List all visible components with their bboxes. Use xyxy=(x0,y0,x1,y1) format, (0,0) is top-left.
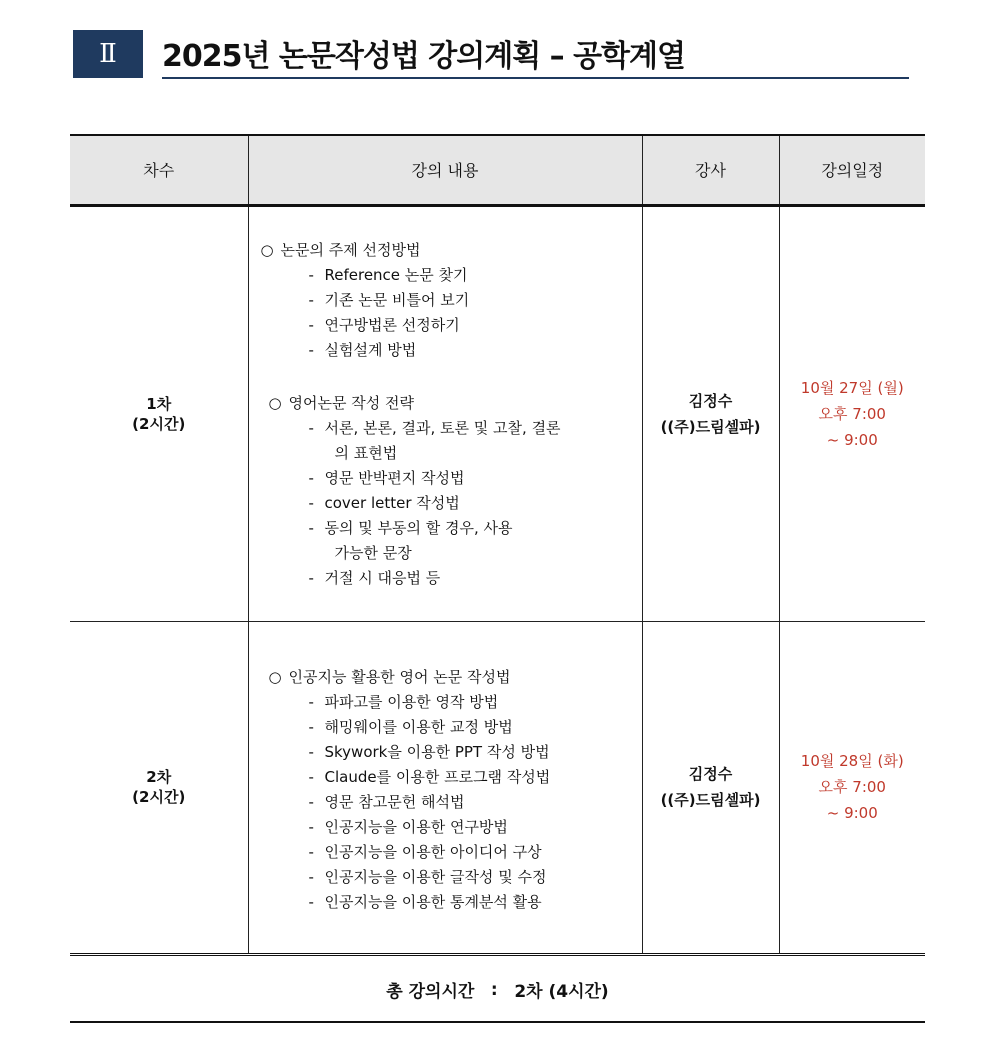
session-number: 2차 xyxy=(146,768,172,786)
dash-icon: - xyxy=(308,418,314,437)
dash-icon: - xyxy=(308,568,314,587)
dash-icon: - xyxy=(308,742,314,761)
list-item: - 실험설계 방법 xyxy=(261,338,642,363)
content-cell xyxy=(248,205,642,621)
schedule-end: ~ 9:00 xyxy=(826,430,878,449)
dash-icon: - xyxy=(308,290,314,309)
dash-icon: - xyxy=(308,493,314,512)
dash-icon: - xyxy=(308,692,314,711)
dash-icon: - xyxy=(308,717,314,736)
list-item: - Claude를 이용한 프로그램 작성법 xyxy=(261,765,642,790)
list-item: - Reference 논문 찾기 xyxy=(261,263,642,288)
section-numeral: Ⅱ xyxy=(99,39,117,69)
table-row xyxy=(70,205,925,621)
total-separator: : xyxy=(490,979,498,1000)
column-header-content: 강의 내용 xyxy=(248,135,642,205)
list-item: - 인공지능을 이용한 아이디어 구상 xyxy=(261,840,642,865)
schedule-start: 오후 7:00 xyxy=(818,778,886,796)
list-item: - 인공지능을 이용한 글작성 및 수정 xyxy=(261,865,642,890)
content-group-title: ○ 영어논문 작성 전략 xyxy=(261,390,642,416)
dash-icon: - xyxy=(308,265,314,284)
list-item: - 서론, 본론, 결과, 토론 및 고찰, 결론 xyxy=(261,416,642,441)
total-label: 총 강의시간 xyxy=(386,982,475,1002)
dash-icon: - xyxy=(308,892,314,911)
dash-icon: - xyxy=(308,518,314,537)
circle-bullet-icon: ○ xyxy=(260,240,274,259)
page-title: 2025년 논문작성법 강의계획 – 공학계열 xyxy=(162,39,685,74)
schedule-date: 10월 28일 (화) xyxy=(800,752,904,770)
table-header-row xyxy=(70,135,925,205)
column-header-session: 차수 xyxy=(70,135,248,205)
dash-icon: - xyxy=(308,867,314,886)
list-item-continuation: 의 표현법 xyxy=(334,443,398,462)
list-item-continuation: 가능한 문장 xyxy=(334,543,412,562)
list-item: - 영문 참고문헌 해석법 xyxy=(261,790,642,815)
list-item: - 파파고를 이용한 영작 방법 xyxy=(261,690,642,715)
list-item: - Skywork을 이용한 PPT 작성 방법 xyxy=(261,740,642,765)
column-header-schedule: 강의일정 xyxy=(779,135,925,205)
list-item: - cover letter 작성법 xyxy=(261,491,642,516)
circle-bullet-icon: ○ xyxy=(268,393,282,412)
dash-icon: - xyxy=(308,842,314,861)
lecturer-cell xyxy=(642,205,779,621)
column-header-lecturer: 강사 xyxy=(642,135,779,205)
table-row xyxy=(70,621,925,954)
session-duration: (2시간) xyxy=(132,788,186,806)
schedule-cell xyxy=(779,205,925,621)
schedule-start: 오후 7:00 xyxy=(818,404,886,423)
dash-icon: - xyxy=(308,340,314,359)
title-underline xyxy=(162,77,909,79)
lecturer-affiliation: ((주)드림셀파) xyxy=(660,791,761,809)
session-cell xyxy=(70,205,248,621)
dash-icon: - xyxy=(308,315,314,334)
total-value: 2차 (4시간) xyxy=(514,982,609,1002)
list-item: - 인공지능을 이용한 통계분석 활용 xyxy=(261,890,642,915)
list-item: - 연구방법론 선정하기 xyxy=(261,313,642,338)
dash-icon: - xyxy=(308,792,314,811)
dash-icon: - xyxy=(308,817,314,836)
lecturer-affiliation: ((주)드림셀파) xyxy=(660,417,761,436)
session-cell xyxy=(70,621,248,954)
list-item: - 인공지능을 이용한 연구방법 xyxy=(261,815,642,840)
content-group-title: ○ 인공지능 활용한 영어 논문 작성법 xyxy=(261,664,642,690)
list-item: - 거절 시 대응법 등 xyxy=(261,566,642,591)
lecture-plan-table xyxy=(70,134,925,956)
list-item: - 동의 및 부동의 할 경우, 사용 xyxy=(261,516,642,541)
lecturer-cell xyxy=(642,621,779,954)
total-hours-summary xyxy=(70,958,925,1023)
list-item: - 해밍웨이를 이용한 교정 방법 xyxy=(261,715,642,740)
section-number-badge xyxy=(73,30,143,78)
content-cell xyxy=(248,621,642,954)
list-item: - 영문 반박편지 작성법 xyxy=(261,466,642,491)
session-duration: (2시간) xyxy=(132,414,186,433)
dash-icon: - xyxy=(308,468,314,487)
content-group-title: ○ 논문의 주제 선정방법 xyxy=(261,237,642,263)
lecturer-name: 김정수 xyxy=(688,391,733,410)
circle-bullet-icon: ○ xyxy=(268,667,282,686)
session-number: 1차 xyxy=(146,394,172,413)
list-item: - 기존 논문 비틀어 보기 xyxy=(261,288,642,313)
lecturer-name: 김정수 xyxy=(688,765,733,783)
schedule-end: ~ 9:00 xyxy=(826,804,878,822)
schedule-date: 10월 27일 (월) xyxy=(800,378,904,397)
dash-icon: - xyxy=(308,767,314,786)
schedule-cell xyxy=(779,621,925,954)
